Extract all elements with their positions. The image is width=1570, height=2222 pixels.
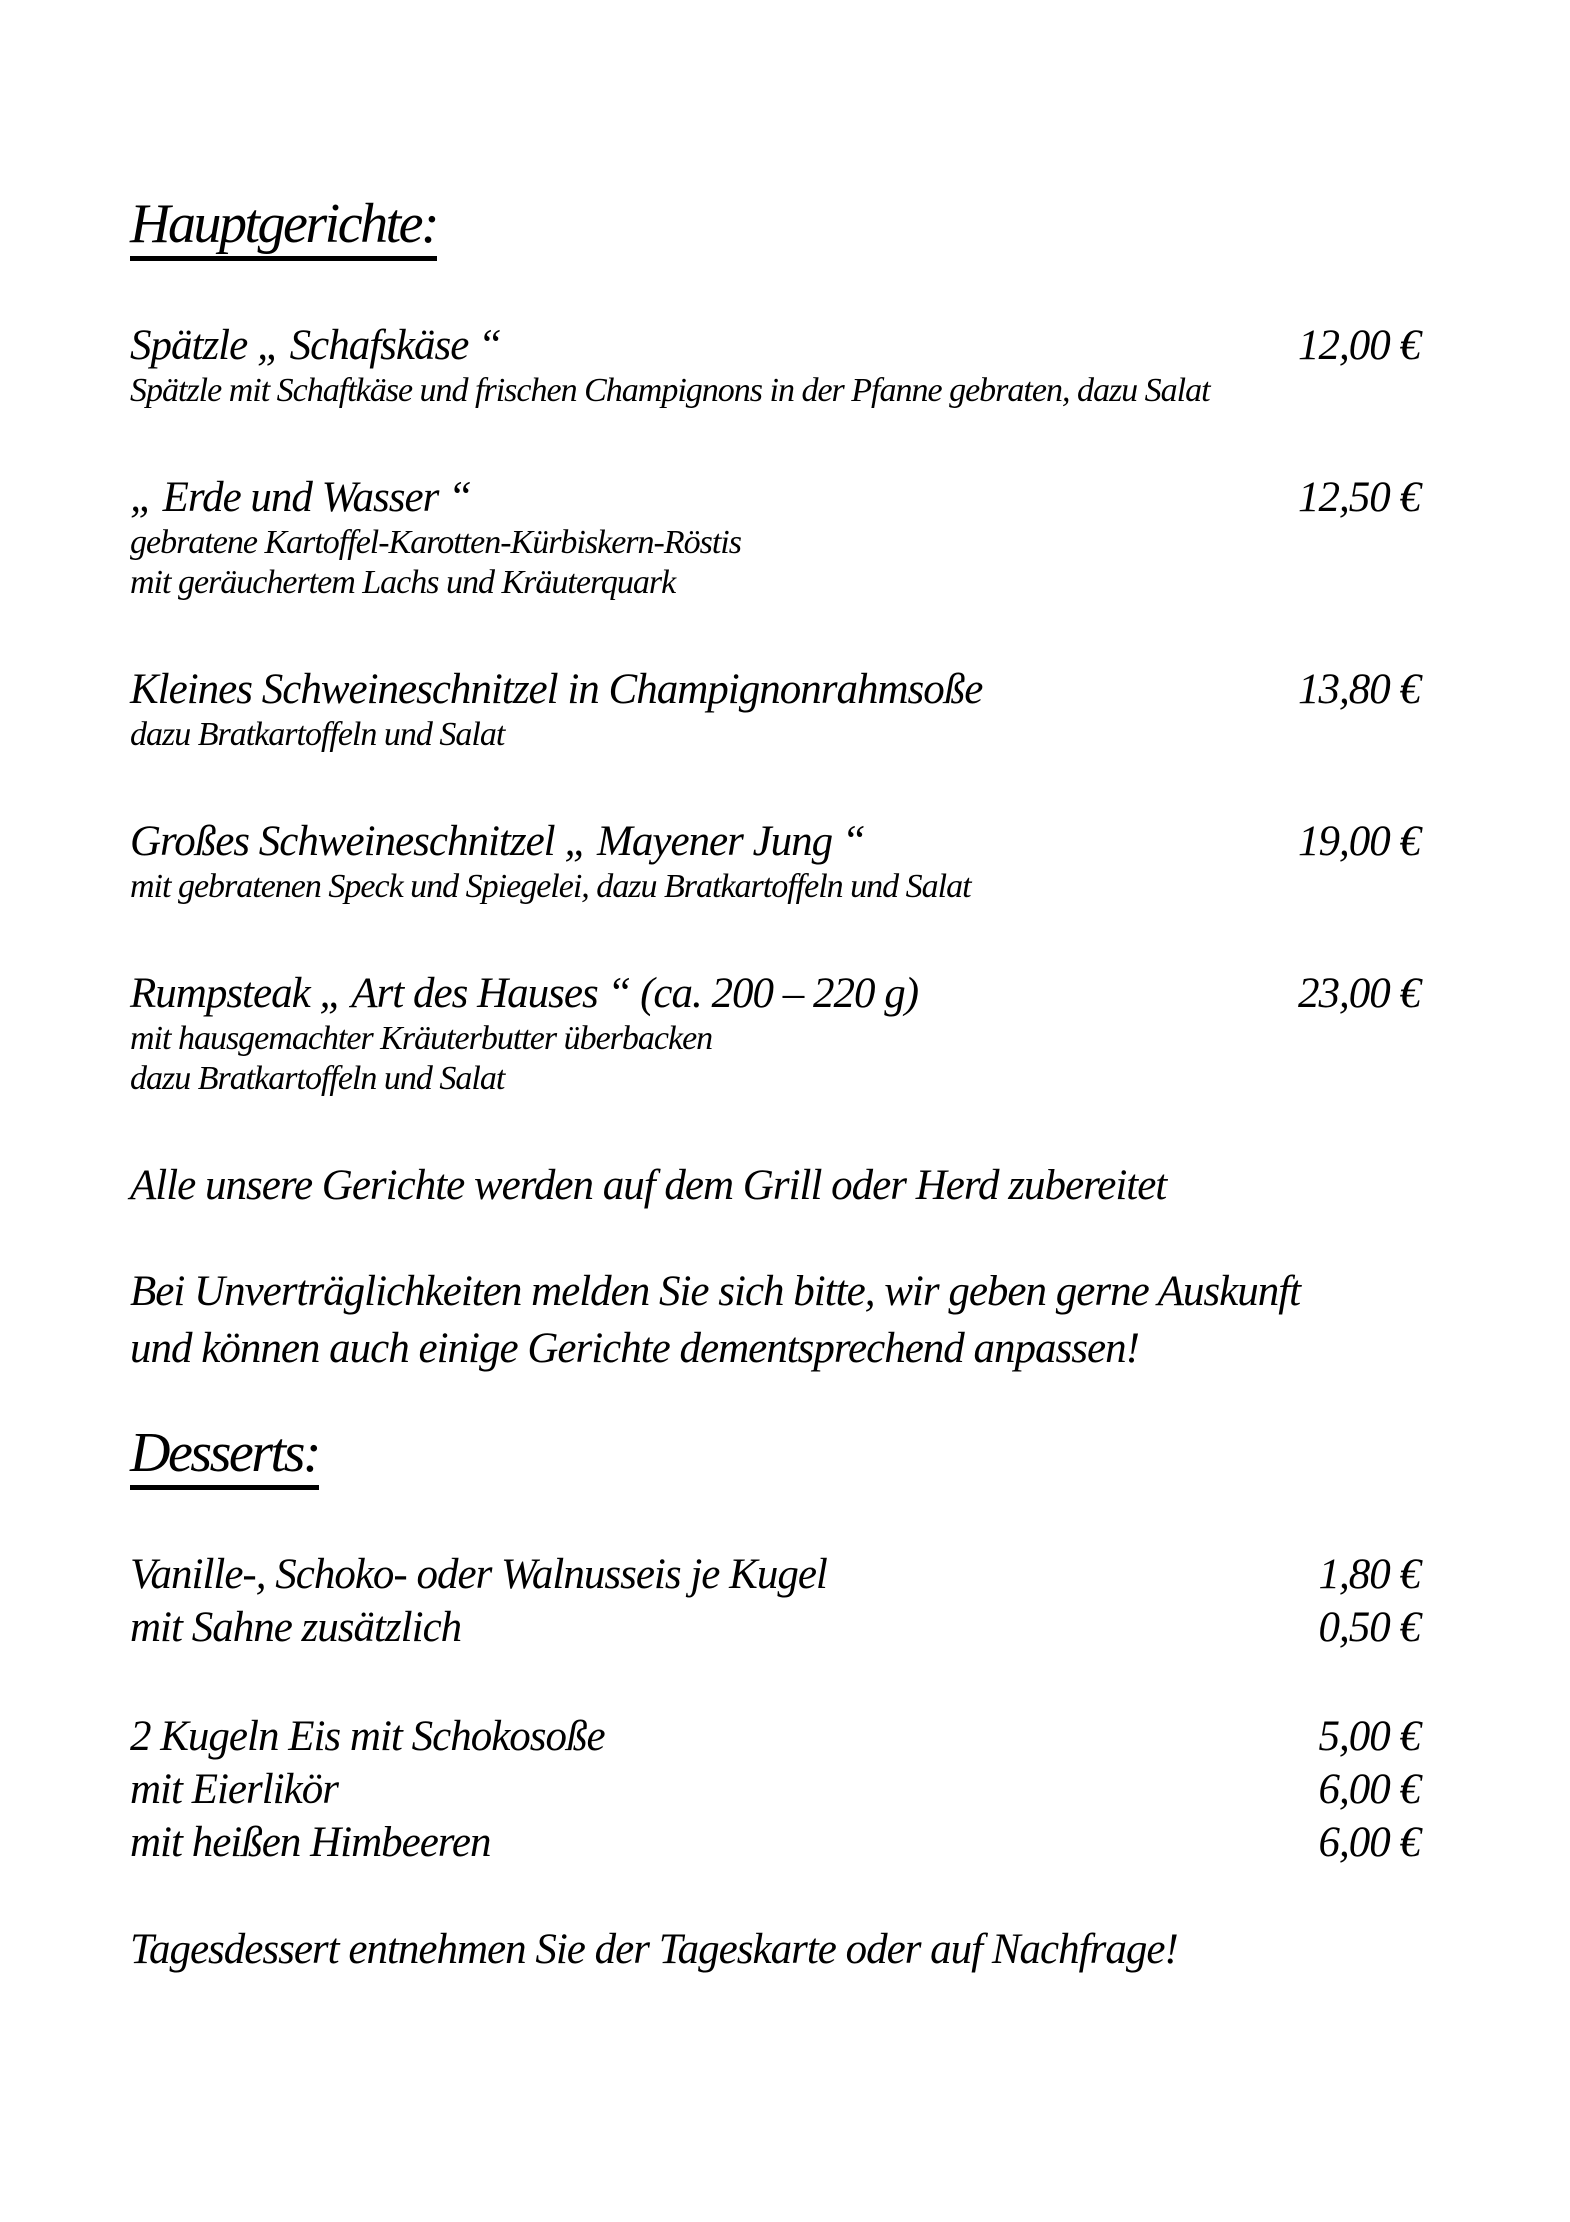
dessert-row bbox=[130, 1763, 1420, 1816]
note-allergy-line2: und können auch einige Gerichte dementsprechend anpassen! bbox=[130, 1325, 1139, 1372]
item-title: Spätzle „ Schafskäse “ bbox=[130, 322, 501, 369]
menu-item-row bbox=[130, 817, 1420, 867]
menu-item-row bbox=[130, 473, 1420, 523]
dessert-title: 2 Kugeln Eis mit Schokosoße bbox=[130, 1713, 605, 1760]
dessert-price: 6,00 € bbox=[1318, 1819, 1420, 1866]
dessert-title: Vanille-, Schoko- oder Walnusseis je Kugel bbox=[130, 1551, 827, 1598]
dessert-group-zwei-kugeln bbox=[130, 1710, 1420, 1869]
dessert-row bbox=[130, 1816, 1420, 1869]
item-title: Kleines Schweineschnitzel in Champignonrahmsoße bbox=[130, 666, 983, 713]
dessert-price: 6,00 € bbox=[1318, 1766, 1420, 1813]
menu-item-erde-und-wasser bbox=[130, 473, 1420, 603]
dessert-row bbox=[130, 1710, 1420, 1763]
item-description: Spätzle mit Schaftkäse und frischen Champignons in der Pfanne gebraten, dazu Salat bbox=[130, 372, 1210, 409]
note-grill-text: Alle unsere Gerichte werden auf dem Grill oder Herd zubereitet bbox=[130, 1162, 1167, 1209]
item-title: „ Erde und Wasser “ bbox=[130, 474, 471, 521]
item-price: 13,80 € bbox=[1298, 666, 1420, 713]
item-description: dazu Bratkartoffeln und Salat bbox=[130, 1060, 505, 1097]
menu-item-grosses-schnitzel bbox=[130, 817, 1420, 907]
section-heading-desserts-text: Desserts: bbox=[130, 1425, 319, 1490]
item-description: mit geräuchertem Lachs und Kräuterquark bbox=[130, 564, 676, 601]
note-tagesdessert bbox=[130, 1925, 1420, 1975]
section-heading-hauptgerichte bbox=[130, 193, 1420, 261]
item-description: dazu Bratkartoffeln und Salat bbox=[130, 716, 505, 753]
dessert-row bbox=[130, 1601, 1420, 1654]
note-tagesdessert-text: Tagesdessert entnehmen Sie der Tageskarte oder auf Nachfrage! bbox=[130, 1926, 1178, 1973]
dessert-title: mit Eierlikör bbox=[130, 1766, 338, 1813]
note-allergy bbox=[130, 1263, 1420, 1377]
menu-item-row bbox=[130, 321, 1420, 371]
item-price: 12,00 € bbox=[1298, 322, 1420, 369]
menu-item-row bbox=[130, 969, 1420, 1019]
item-description: gebratene Kartoffel-Karotten-Kürbiskern-Röstis bbox=[130, 524, 741, 561]
dessert-price: 1,80 € bbox=[1318, 1551, 1420, 1598]
item-title: Rumpsteak „ Art des Hauses “ (ca. 200 – 220 g) bbox=[130, 970, 919, 1017]
menu-item-kleines-schnitzel bbox=[130, 665, 1420, 755]
section-heading-hauptgerichte-text: Hauptgerichte: bbox=[130, 196, 437, 261]
menu-item-spaetzle bbox=[130, 321, 1420, 411]
item-description: mit hausgemachter Kräuterbutter überbacken bbox=[130, 1020, 713, 1057]
item-price: 12,50 € bbox=[1298, 474, 1420, 521]
note-allergy-line1: Bei Unverträglichkeiten melden Sie sich bitte, wir geben gerne Auskunft bbox=[130, 1268, 1301, 1315]
dessert-price: 5,00 € bbox=[1318, 1713, 1420, 1760]
item-description: mit gebratenen Speck und Spiegelei, dazu Bratkartoffeln und Salat bbox=[130, 868, 971, 905]
item-price: 19,00 € bbox=[1298, 818, 1420, 865]
section-heading-desserts bbox=[130, 1422, 1420, 1490]
menu-item-row bbox=[130, 665, 1420, 715]
note-grill bbox=[130, 1161, 1420, 1211]
dessert-title: mit Sahne zusätzlich bbox=[130, 1604, 462, 1651]
menu-item-rumpsteak bbox=[130, 969, 1420, 1099]
dessert-price: 0,50 € bbox=[1318, 1604, 1420, 1651]
dessert-row bbox=[130, 1548, 1420, 1601]
dessert-title: mit heißen Himbeeren bbox=[130, 1819, 491, 1866]
item-price: 23,00 € bbox=[1298, 970, 1420, 1017]
item-title: Großes Schweineschnitzel „ Mayener Jung “ bbox=[130, 818, 865, 865]
dessert-group-eis-kugel bbox=[130, 1548, 1420, 1654]
